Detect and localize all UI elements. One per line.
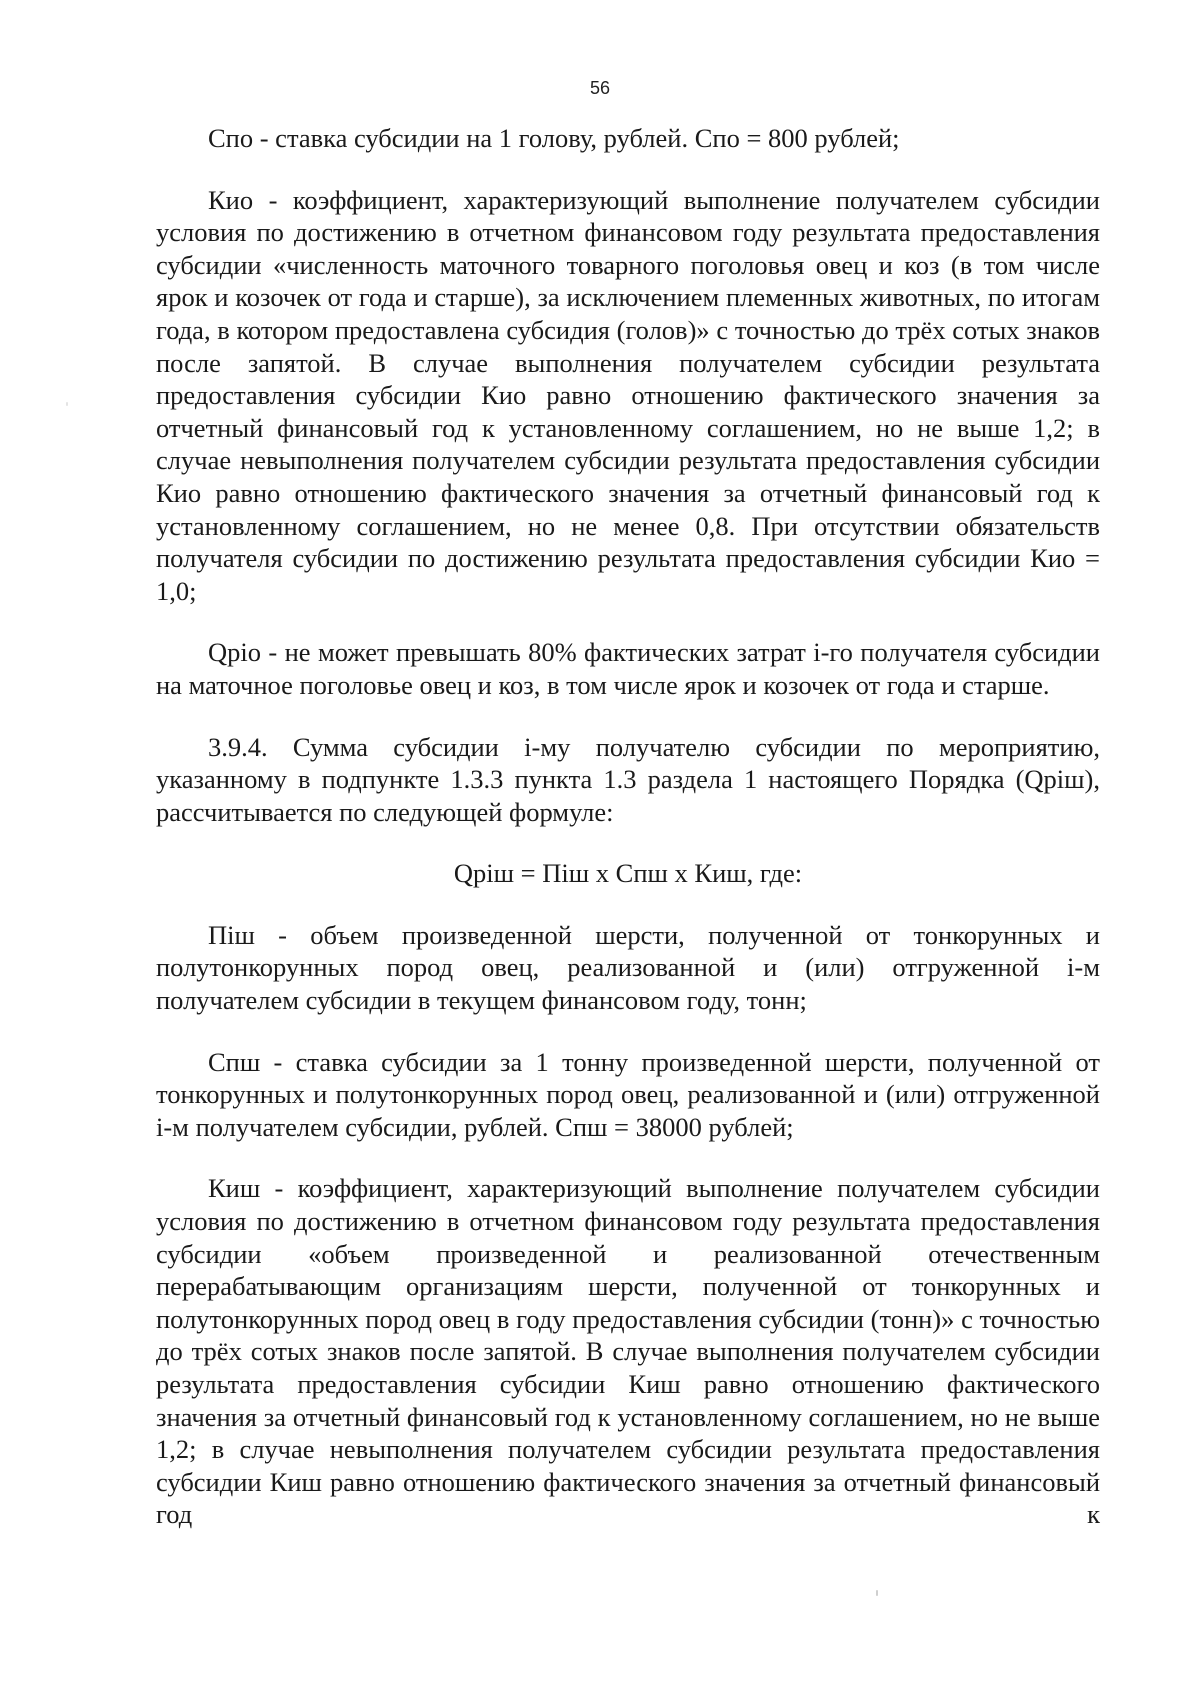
paragraph-qrio-limit: Qріо - не может превышать 80% фактических затрат і-го получателя субсидии на маточное поголовье овец и коз, в том числе ярок и козочек от года и старше.: [156, 637, 1100, 700]
formula-qrish: Qріш = Піш х Спш х Киш, где:: [453, 858, 803, 889]
paragraph-spsh-definition: Спш - ставка субсидии за 1 тонну произведенной шерсти, полученной от тонкорунных и полутонкорунных пород овец, реализованной и (или) отгруженной і-м получателем субсидии, рублей. Спш = 38000 рублей;: [156, 1046, 1100, 1142]
paragraph-kish-definition: Киш - коэффициент, характеризующий выполнение получателем субсидии условия по достижению в отчетном финансовом году результата предоставления субсидии «объем произведенной и реализованной отечественным перерабатывающим организациям шерсти, полученной от тонкорунных и полутонкорунных пород овец в году предоставления субсидии (тонн)» с точностью до трёх сотых знаков после запятой. В случае выполнения получателем субсидии результата предоставления субсидии Киш равно отношению фактического значения за отчетный финансовый год к установленному соглашением, но не выше 1,2; в случае невыполнения получателем субсидии результата предоставления субсидии Киш равно отношению фактического значения за отчетный финансовый год к: [156, 1173, 1100, 1530]
document-body: [156, 122, 1100, 1560]
paragraph-pish-definition: Піш - объем произведенной шерсти, полученной от тонкорунных и полутонкорунных пород овец, реализованной и (или) отгруженной і-м получателем субсидии в текущем финансовом году, тонн;: [156, 919, 1100, 1016]
paragraph-section-3-9-4: 3.9.4. Сумма субсидии і-му получателю субсидии по мероприятию, указанному в подпункте 1.3.3 пункта 1.3 раздела 1 настоящего Порядка (Qріш), рассчитывается по следующей формуле:: [156, 731, 1100, 827]
paragraph-kio-definition: Кио - коэффициент, характеризующий выполнение получателем субсидии условия по достижению в отчетном финансовом году результата предоставления субсидии «численность маточного товарного поголовья овец и коз (в том числе ярок и козочек от года и старше), за исключением племенных животных, по итогам года, в котором предоставлена субсидия (голов)» с точностью до трёх сотых знаков после запятой. В случае выполнения получателем субсидии результата предоставления субсидии Кио равно отношению фактического значения за отчетный финансовый год к установленному соглашением, но не выше 1,2; в случае невыполнения получателем субсидии результата предоставления субсидии Кио равно отношению фактического значения за отчетный финансовый год к установленному соглашением, но не менее 0,8. При отсутствии обязательств получателя субсидии по достижению результата предоставления субсидии Кио = 1,0;: [156, 184, 1100, 606]
paragraph-spo-definition: Спо - ставка субсидии на 1 голову, рублей. Спо = 800 рублей;: [208, 123, 900, 153]
scan-speck: [66, 402, 68, 406]
page-number: 56: [589, 78, 611, 98]
scan-speck: [876, 1590, 878, 1596]
